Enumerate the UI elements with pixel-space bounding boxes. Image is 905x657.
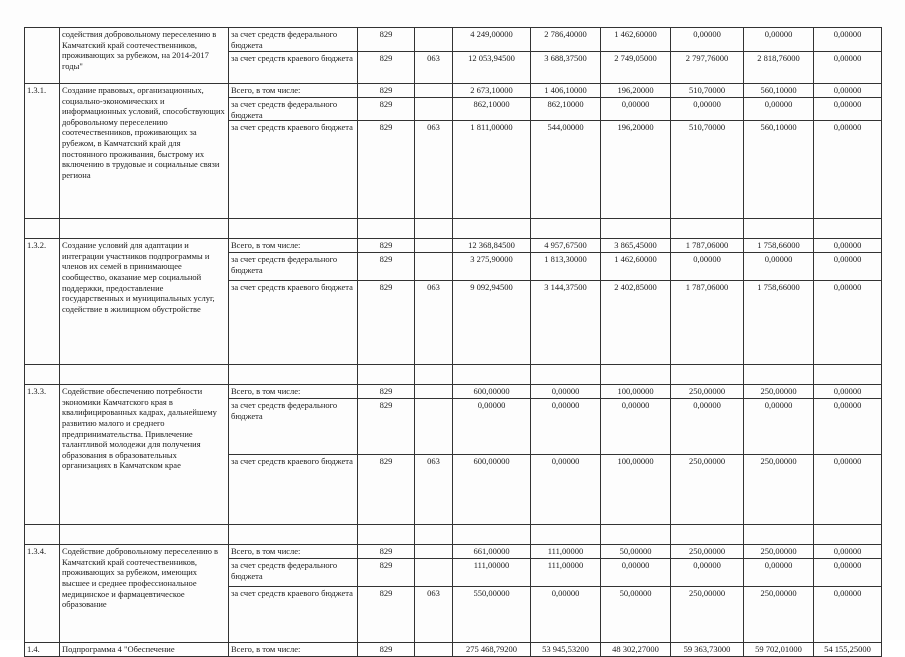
amount-y2014: 53 945,53200 (531, 643, 601, 657)
table-row (25, 545, 882, 559)
empty-cell (601, 525, 671, 545)
empty-cell (744, 365, 814, 385)
grbs-code: 829 (358, 455, 415, 525)
grbs-code: 829 (358, 545, 415, 559)
funding-source: за счет средств краевого бюджета (229, 52, 358, 84)
budget-table (24, 27, 882, 657)
amount-y2015: 196,20000 (601, 121, 671, 219)
item-description: содействия добровольному переселению в Камчатский край соотечественников, проживающих за рубежом, на 2014-2017 годы" (60, 28, 229, 84)
amount-y2018: 0,00000 (814, 98, 882, 121)
empty-cell (671, 525, 744, 545)
amount-y2016: 0,00000 (671, 399, 744, 455)
amount-y2017: 250,00000 (744, 455, 814, 525)
section-code (415, 28, 453, 52)
amount-y2016: 0,00000 (671, 28, 744, 52)
section-code (415, 399, 453, 455)
empty-cell (229, 219, 358, 239)
amount-total: 600,00000 (453, 385, 531, 399)
amount-y2015: 0,00000 (601, 399, 671, 455)
amount-y2015: 2 402,85000 (601, 281, 671, 365)
amount-y2016: 59 363,73000 (671, 643, 744, 657)
item-number: 1.3.1. (25, 84, 60, 219)
empty-cell (60, 525, 229, 545)
section-code (415, 98, 453, 121)
amount-y2014: 4 957,67500 (531, 239, 601, 253)
amount-y2017: 1 758,66000 (744, 281, 814, 365)
grbs-code: 829 (358, 399, 415, 455)
funding-source: Всего, в том числе: (229, 84, 358, 98)
amount-total: 12 368,84500 (453, 239, 531, 253)
empty-cell (814, 525, 882, 545)
section-code (415, 239, 453, 253)
empty-cell (358, 219, 415, 239)
amount-y2014: 0,00000 (531, 587, 601, 643)
amount-y2017: 560,10000 (744, 84, 814, 98)
grbs-code: 829 (358, 28, 415, 52)
grbs-code: 829 (358, 121, 415, 219)
amount-total: 550,00000 (453, 587, 531, 643)
amount-y2014: 3 144,37500 (531, 281, 601, 365)
empty-cell (814, 365, 882, 385)
amount-y2016: 1 787,06000 (671, 239, 744, 253)
amount-y2017: 560,10000 (744, 121, 814, 219)
funding-source: Всего, в том числе: (229, 239, 358, 253)
section-code (415, 559, 453, 587)
amount-y2018: 0,00000 (814, 587, 882, 643)
amount-y2015: 50,00000 (601, 545, 671, 559)
funding-source: за счет средств федерального бюджета (229, 98, 358, 121)
empty-cell (531, 219, 601, 239)
amount-y2017: 2 818,76000 (744, 52, 814, 84)
amount-y2018: 0,00000 (814, 281, 882, 365)
amount-total: 661,00000 (453, 545, 531, 559)
item-number: 1.3.2. (25, 239, 60, 365)
amount-y2018: 0,00000 (814, 121, 882, 219)
grbs-code: 829 (358, 239, 415, 253)
funding-source: за счет средств федерального бюджета (229, 559, 358, 587)
amount-y2014: 3 688,37500 (531, 52, 601, 84)
grbs-code: 829 (358, 253, 415, 281)
funding-source: за счет средств краевого бюджета (229, 281, 358, 365)
empty-cell (415, 525, 453, 545)
amount-total: 275 468,79200 (453, 643, 531, 657)
empty-cell (531, 525, 601, 545)
empty-cell (531, 365, 601, 385)
amount-y2018: 0,00000 (814, 399, 882, 455)
empty-cell (25, 365, 60, 385)
spacer-row (25, 219, 882, 239)
amount-y2018: 0,00000 (814, 545, 882, 559)
section-code: 063 (415, 587, 453, 643)
section-code (415, 545, 453, 559)
item-description: Создание правовых, организационных, социально-экономических и информационных условий, способствующих добровольному переселению соотечественников, проживающих за рубежом, в Камчатский край для постоянного проживания, быстрому их включению в трудовые и социальные связи региона (60, 84, 229, 219)
amount-y2016: 510,70000 (671, 84, 744, 98)
amount-y2015: 0,00000 (601, 559, 671, 587)
table-row (25, 84, 882, 98)
empty-cell (453, 525, 531, 545)
amount-y2016: 1 787,06000 (671, 281, 744, 365)
empty-cell (601, 365, 671, 385)
empty-cell (601, 219, 671, 239)
amount-y2014: 0,00000 (531, 399, 601, 455)
amount-y2016: 250,00000 (671, 385, 744, 399)
empty-cell (744, 219, 814, 239)
amount-total: 3 275,90000 (453, 253, 531, 281)
funding-source: за счет средств федерального бюджета (229, 399, 358, 455)
amount-total: 600,00000 (453, 455, 531, 525)
section-code (415, 385, 453, 399)
grbs-code: 829 (358, 643, 415, 657)
amount-y2015: 100,00000 (601, 455, 671, 525)
item-description: Содействие обеспечению потребности экономики Камчатского края в квалифицированных кадрах, дальнейшему развитию малого и среднего предпринимательства. Привлечение талантливой молодежи для получения образования в образовательных организациях в Камчатском крае (60, 385, 229, 525)
amount-y2017: 0,00000 (744, 28, 814, 52)
amount-y2017: 1 758,66000 (744, 239, 814, 253)
amount-total: 4 249,00000 (453, 28, 531, 52)
amount-y2016: 0,00000 (671, 98, 744, 121)
empty-cell (60, 219, 229, 239)
amount-y2017: 0,00000 (744, 559, 814, 587)
amount-total: 862,10000 (453, 98, 531, 121)
section-code: 063 (415, 281, 453, 365)
empty-cell (25, 219, 60, 239)
grbs-code: 829 (358, 84, 415, 98)
amount-y2014: 111,00000 (531, 559, 601, 587)
empty-cell (25, 525, 60, 545)
item-description: Создание условий для адаптации и интеграции участников подпрограммы и членов их семей в принимающее сообщество, оказание мер социальной поддержки, предоставление государственных и муниципальных услуг, содействие в жилищном обустройстве (60, 239, 229, 365)
amount-y2017: 250,00000 (744, 587, 814, 643)
amount-y2014: 1 813,30000 (531, 253, 601, 281)
table-row (25, 28, 882, 52)
empty-cell (814, 219, 882, 239)
funding-source: за счет средств краевого бюджета (229, 455, 358, 525)
section-code: 063 (415, 455, 453, 525)
section-code: 063 (415, 121, 453, 219)
amount-y2018: 0,00000 (814, 28, 882, 52)
amount-y2015: 48 302,27000 (601, 643, 671, 657)
funding-source: за счет средств краевого бюджета (229, 121, 358, 219)
empty-cell (415, 365, 453, 385)
amount-y2016: 0,00000 (671, 559, 744, 587)
amount-y2014: 111,00000 (531, 545, 601, 559)
amount-y2018: 0,00000 (814, 239, 882, 253)
empty-cell (415, 219, 453, 239)
section-code: 063 (415, 52, 453, 84)
amount-y2015: 3 865,45000 (601, 239, 671, 253)
amount-y2016: 250,00000 (671, 587, 744, 643)
amount-total: 1 811,00000 (453, 121, 531, 219)
funding-source: за счет средств федерального бюджета (229, 28, 358, 52)
section-code (415, 253, 453, 281)
grbs-code: 829 (358, 281, 415, 365)
amount-y2015: 1 462,60000 (601, 253, 671, 281)
empty-cell (453, 365, 531, 385)
amount-y2016: 250,00000 (671, 455, 744, 525)
item-number: 1.3.4. (25, 545, 60, 643)
amount-total: 0,00000 (453, 399, 531, 455)
table-row (25, 643, 882, 657)
funding-source: Всего, в том числе: (229, 385, 358, 399)
amount-total: 2 673,10000 (453, 84, 531, 98)
amount-total: 111,00000 (453, 559, 531, 587)
amount-y2014: 862,10000 (531, 98, 601, 121)
amount-total: 9 092,94500 (453, 281, 531, 365)
grbs-code: 829 (358, 385, 415, 399)
amount-y2014: 544,00000 (531, 121, 601, 219)
amount-y2018: 0,00000 (814, 559, 882, 587)
amount-y2015: 0,00000 (601, 98, 671, 121)
amount-y2018: 54 155,25000 (814, 643, 882, 657)
spacer-row (25, 365, 882, 385)
empty-cell (453, 219, 531, 239)
amount-y2017: 0,00000 (744, 253, 814, 281)
amount-y2018: 0,00000 (814, 455, 882, 525)
amount-total: 12 053,94500 (453, 52, 531, 84)
amount-y2018: 0,00000 (814, 84, 882, 98)
amount-y2015: 50,00000 (601, 587, 671, 643)
amount-y2014: 1 406,10000 (531, 84, 601, 98)
empty-cell (229, 365, 358, 385)
funding-source: Всего, в том числе: (229, 545, 358, 559)
empty-cell (229, 525, 358, 545)
item-description: Подпрограмма 4 "Обеспечение (60, 643, 229, 657)
amount-y2017: 250,00000 (744, 545, 814, 559)
empty-cell (671, 219, 744, 239)
funding-source: за счет средств краевого бюджета (229, 587, 358, 643)
empty-cell (358, 525, 415, 545)
amount-y2015: 196,20000 (601, 84, 671, 98)
amount-y2015: 2 749,05000 (601, 52, 671, 84)
amount-y2016: 2 797,76000 (671, 52, 744, 84)
amount-y2017: 0,00000 (744, 399, 814, 455)
amount-y2014: 2 786,40000 (531, 28, 601, 52)
section-code (415, 643, 453, 657)
amount-y2018: 0,00000 (814, 52, 882, 84)
empty-cell (358, 365, 415, 385)
amount-y2016: 510,70000 (671, 121, 744, 219)
grbs-code: 829 (358, 52, 415, 84)
spacer-row (25, 525, 882, 545)
amount-y2015: 1 462,60000 (601, 28, 671, 52)
amount-y2014: 0,00000 (531, 455, 601, 525)
empty-cell (60, 365, 229, 385)
amount-y2017: 59 702,01000 (744, 643, 814, 657)
amount-y2015: 100,00000 (601, 385, 671, 399)
amount-y2017: 250,00000 (744, 385, 814, 399)
amount-y2014: 0,00000 (531, 385, 601, 399)
funding-source: за счет средств федерального бюджета (229, 253, 358, 281)
item-description: Содействие добровольному переселению в Камчатский край соотечественников, проживающих за рубежом, имеющих высшее и среднее профессиональное медицинское и фармацевтическое образование (60, 545, 229, 643)
table-row (25, 385, 882, 399)
amount-y2017: 0,00000 (744, 98, 814, 121)
amount-y2016: 0,00000 (671, 253, 744, 281)
grbs-code: 829 (358, 559, 415, 587)
item-number (25, 28, 60, 84)
empty-cell (744, 525, 814, 545)
amount-y2018: 0,00000 (814, 385, 882, 399)
item-number: 1.3.3. (25, 385, 60, 525)
amount-y2016: 250,00000 (671, 545, 744, 559)
table-row (25, 239, 882, 253)
item-number: 1.4. (25, 643, 60, 657)
grbs-code: 829 (358, 587, 415, 643)
grbs-code: 829 (358, 98, 415, 121)
amount-y2018: 0,00000 (814, 253, 882, 281)
funding-source: Всего, в том числе: (229, 643, 358, 657)
empty-cell (671, 365, 744, 385)
section-code (415, 84, 453, 98)
